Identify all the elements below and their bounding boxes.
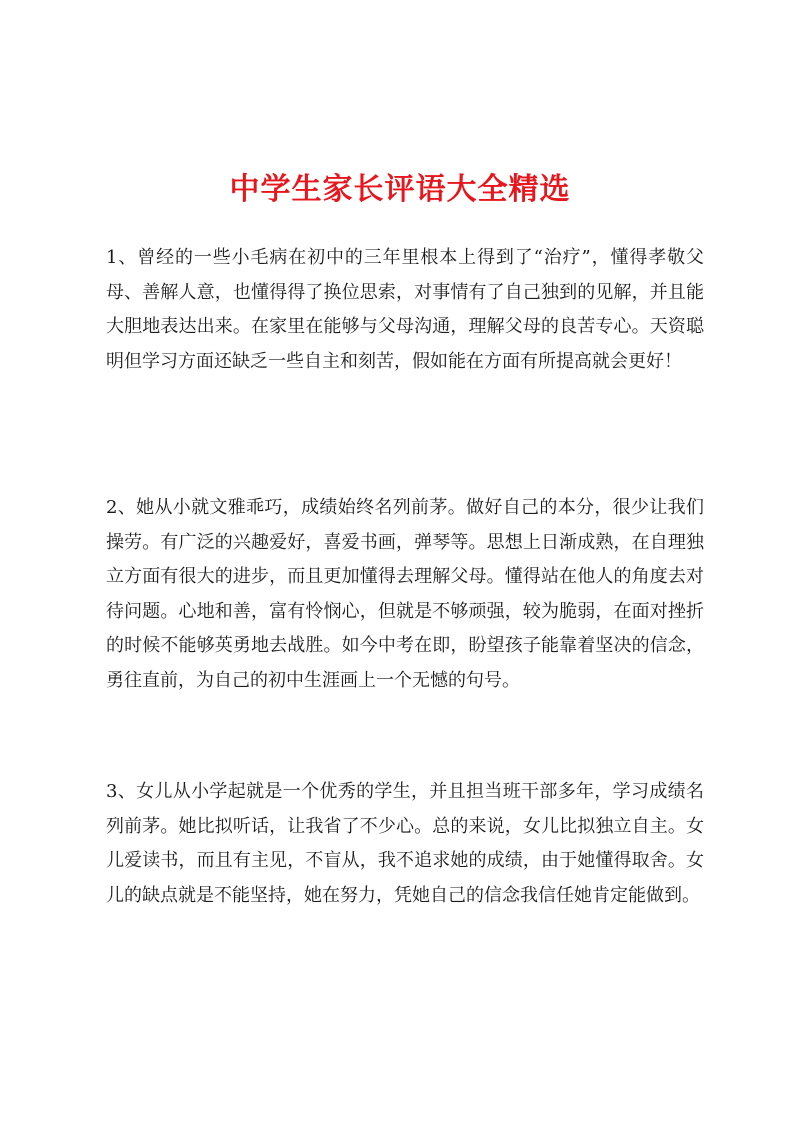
paragraph-1: 1、曾经的一些小毛病在初中的三年里根本上得到了“治疗”，懂得孝敬父母、善解人意，也懂得得了换位思索，对事情有了自己独到的见解，并且能大胆地表达出来。在家里在能够与父母沟通，理解父母的良苦专心。天资聪明但学习方面还缺乏一些自主和刻苦，假如能在方面有所提高就会更好！ <box>106 247 704 372</box>
page-title: 中学生家长评语大全精选 <box>229 172 571 207</box>
paragraph-2: 2、她从小就文雅乖巧，成绩始终名列前茅。做好自己的本分，很少让我们操劳。有广泛的兴趣爱好，喜爱书画，弹琴等。思想上日渐成熟，在自理独立方面有很大的进步，而且更加懂得去理解父母。懂得站在他人的角度去对待问题。心地和善，富有怜悯心，但就是不够顽强，较为脆弱，在面对挫折的时候不能够英勇地去战胜。如今中考在即，盼望孩子能靠着坚决的信念，勇往直前，为自己的初中生涯画上一个无憾的句号。 <box>106 497 704 691</box>
paragraph-3: 3、女儿从小学起就是一个优秀的学生，并且担当班干部多年，学习成绩名列前茅。她比拟听话，让我省了不少心。总的来说，女儿比拟独立自主。女儿爱读书，而且有主见，不盲从，我不追求她的成绩，由于她懂得取舍。女儿的缺点就是不能坚持，她在努力，凭她自己的信念我信任她肯定能做到。 <box>106 781 704 906</box>
